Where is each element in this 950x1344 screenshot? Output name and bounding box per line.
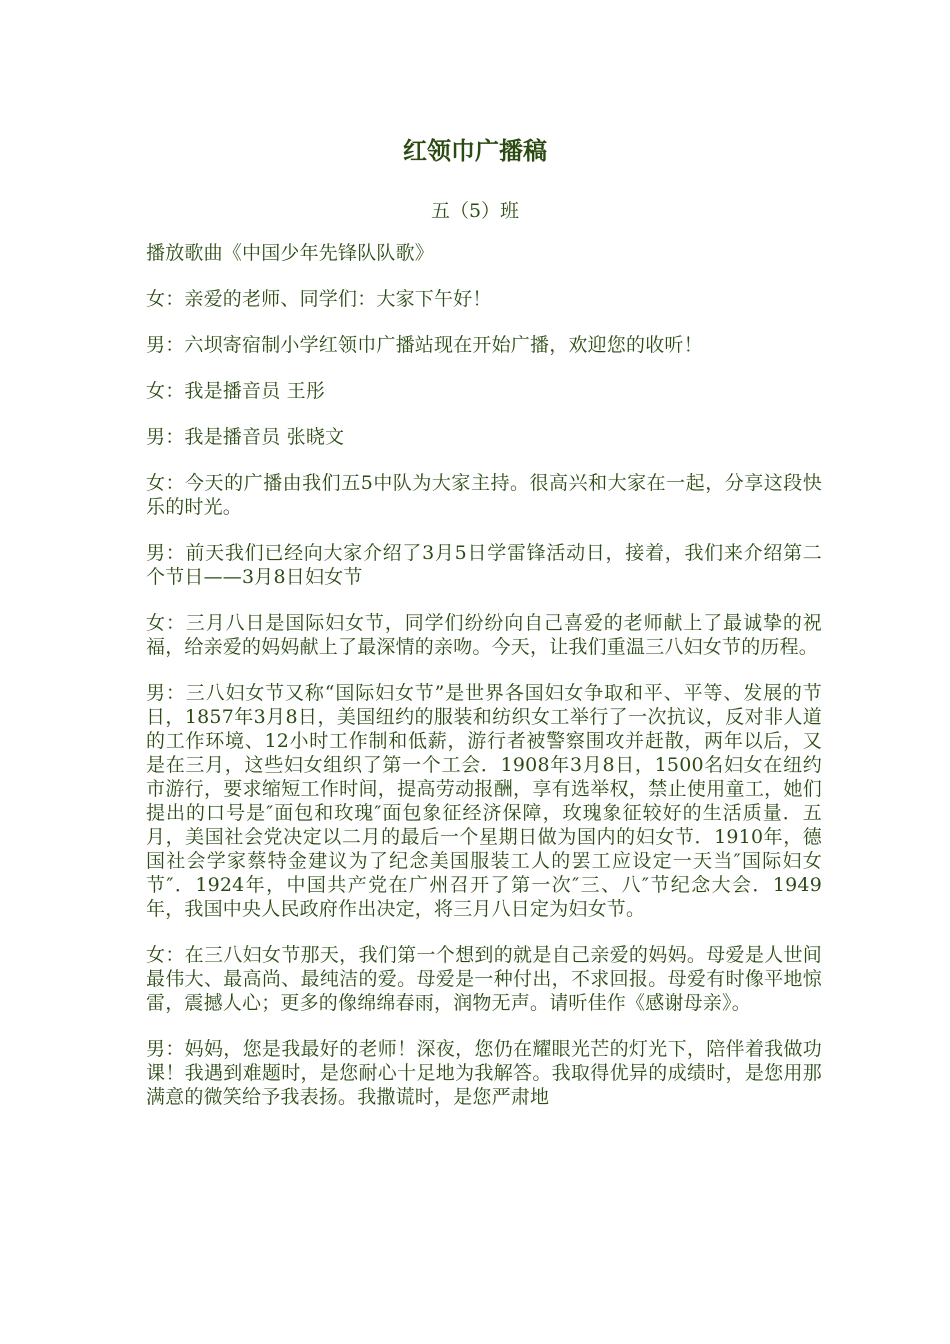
paragraph-host-male: 男：我是播音员 张晓文	[146, 426, 345, 448]
paragraph-opening: 男：六坝寄宿制小学红领巾广播站现在开始广播，欢迎您的收听！	[146, 334, 703, 356]
paragraph-song: 播放歌曲《中国少年先锋队队歌》	[146, 242, 435, 264]
paragraph-womens-day: 女：三月八日是国际妇女节，同学们纷纷向自己喜爱的老师献上了最诚挚的祝福，给亲爱的妈妈献上了最深情的亲吻。今天，让我们重温三八妇女节的历程。	[146, 612, 822, 658]
class-name: 五（5）班	[430, 200, 520, 222]
paragraph-greeting: 女：亲爱的老师、同学们：大家下午好！	[146, 288, 492, 310]
document-body	[146, 241, 822, 1131]
paragraph-mother-love: 女：在三八妇女节那天，我们第一个想到的就是自己亲爱的妈妈。母爱是人世间最伟大、最高尚、最纯洁的爱。母爱是一种付出，不求回报。母爱有时像平地惊雷，震撼人心；更多的像绵绵春雨，润物无声。请听佳作《感谢母亲》。	[146, 944, 822, 1014]
paragraph-host-female: 女：我是播音员 王彤	[146, 380, 326, 402]
paragraph-thanks-mother: 男：妈妈，您是我最好的老师！深夜，您仍在耀眼光芒的灯光下，陪伴着我做功课！我遇到难题时，是您耐心十足地为我解答。我取得优异的成绩时，是您用那满意的微笑给予我表扬。我撒谎时，是您严肃地	[146, 1038, 822, 1108]
paragraph-intro: 女：今天的广播由我们五5中队为大家主持。很高兴和大家在一起，分享这段快乐的时光。	[146, 472, 822, 518]
document-title: 红领巾广播稿	[403, 136, 547, 165]
paragraph-second-festival: 男：前天我们已经向大家介绍了3月5日学雷锋活动日，接着，我们来介绍第二个节日——3月8日妇女节	[146, 542, 822, 588]
paragraph-history: 男：三八妇女节又称“国际妇女节”是世界各国妇女争取和平、平等、发展的节日，1857年3月8日，美国纽约的服装和纺织女工举行了一次抗议，反对非人道的工作环境、12小时工作制和低薪，游行者被警察围攻并赶散，两年以后，又是在三月，这些妇女组织了第一个工会．1908年3月8日，1500名妇女在纽约市游行，要求缩短工作时间，提高劳动报酬，享有选举权，禁止使用童工，她们提出的口号是″面包和玫瑰″面包象征经济保障，玫瑰象征较好的生活质量．五月，美国社会党决定以二月的最后一个星期日做为国内的妇女节．1910年，德国社会学家蔡特金建议为了纪念美国服装工人的罢工应设定一天当″国际妇女节″．1924年，中国共产党在广州召开了第一次″三、八″节纪念大会．1949年，我国中央人民政府作出决定，将三月八日定为妇女节。	[146, 682, 822, 920]
